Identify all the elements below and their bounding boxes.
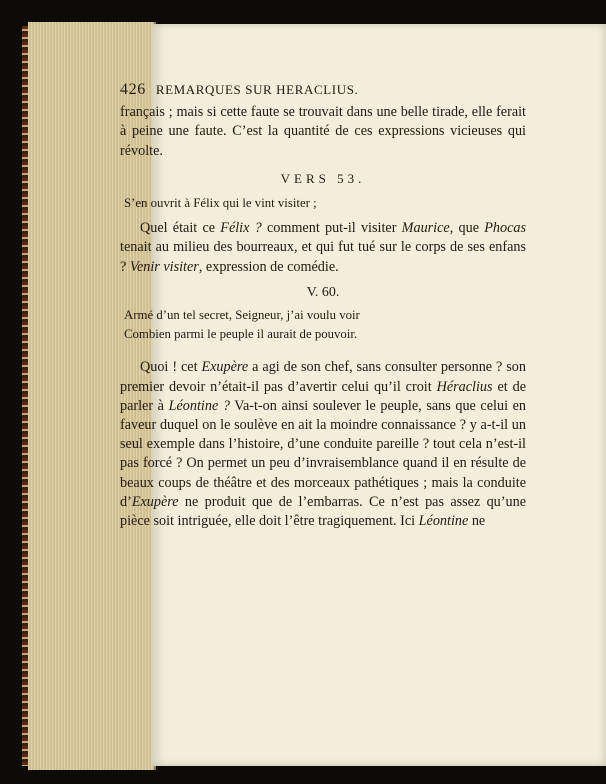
paragraph-2 [120, 219, 526, 277]
paragraph-3-run-0: Quoi ! cet [140, 359, 202, 376]
paragraph-2-run-4: , que [449, 220, 485, 237]
section-heading-vers-53: VERS 53. [280, 170, 366, 186]
paragraph-3-run-8: ne produit que de l’embarras. Ce n’est pas assez qu’une pièce soit intriguée, elle doit l’être tragiquement. Ici [120, 493, 526, 530]
paragraph-2-run-6: tenait au milieu des bourreaux, et qui fut tué sur le corps de ses enfans ? [120, 239, 526, 275]
paragraph-3-run-6: Va-t-on ainsi soulever le peuple, sans que celui en faveur duquel on le soulève en ait la moindre connaissance ? y a-t-il un seul exemple dans l’histoire, d’une conduite pareille ? tout cela n’est-il pas forcé ? On permet un peu d’invraisemblance quand il en résulte de beaux coups de théâtre et des morceaux pathétiques ; mais la conduite d’ [120, 397, 526, 510]
paragraph-2-run-2: comment put-il visiter [261, 220, 402, 237]
page-number: 426 [120, 81, 146, 98]
paragraph-3 [120, 358, 526, 531]
quoted-verse-2a: Armé d’un tel secret, Seigneur, j’ai voulu voir [124, 308, 360, 323]
paragraph-2-run-3: Maurice [401, 220, 450, 237]
paragraph-3-run-2: a agi de son chef, sans consulter personne ? son premier devoir n’était-il pas d’avertir celui qu’il croit [120, 359, 526, 395]
paragraph-3-run-7: Exupère [131, 493, 179, 510]
paragraph-2-run-8: , expression de comédie. [198, 258, 339, 275]
paragraph-1: français ; mais si cette faute se trouvait dans une belle tirade, elle ferait à peine une faute. C’est la quantité de ces expressions vicieuses qui révolte. [120, 104, 526, 159]
paragraph-3-run-1: Exupère [201, 359, 249, 376]
paragraph-2-run-1: Félix ? [220, 220, 262, 237]
running-header [120, 80, 526, 99]
paragraph-3-run-9: Léontine [418, 513, 469, 530]
paragraph-2-run-7: Venir visiter [129, 258, 199, 275]
running-title: REMARQUES SUR HERACLIUS. [155, 82, 359, 97]
paragraph-3-run-4: et de parler à [120, 378, 526, 414]
paragraph-2-run-0: Quel était ce [140, 220, 221, 237]
paragraph-2-run-5: Phocas [484, 220, 526, 237]
paragraph-3-run-10: ne [468, 513, 486, 530]
quoted-verse-2b: Combien parmi le peuple il aurait de pouvoir. [124, 327, 358, 342]
paragraph-3-run-5: Léontine ? [168, 397, 230, 414]
page-text [120, 80, 526, 531]
paragraph-3-run-3: Héraclius [436, 378, 493, 395]
quoted-verse-1: S’en ouvrit à Félix qui le vint visiter ; [124, 196, 317, 211]
section-heading-v-60: V. 60. [306, 284, 340, 300]
